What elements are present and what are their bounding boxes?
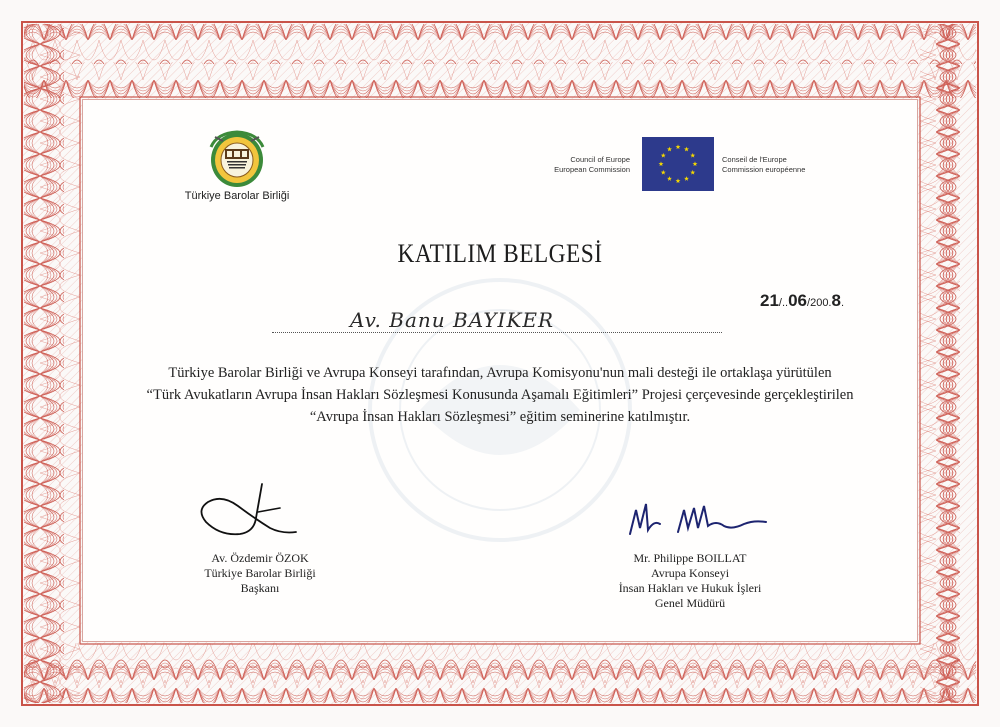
tbb-logo-icon bbox=[197, 129, 277, 191]
body-line: “Türk Avukatların Avrupa İnsan Hakları Sözleşmesi Konusunda Aşamalı Eğitimleri” Projesi çerçevesinde gerçekleştirilen bbox=[146, 387, 854, 403]
right-signature bbox=[620, 490, 770, 540]
body-line: Türkiye Barolar Birliği ve Avrupa Konseyi tarafından, Avrupa Komisyonu'nun mali desteği ile ortaklaşa yürütülen bbox=[168, 365, 832, 381]
date-end: . bbox=[840, 297, 845, 309]
right-signatory bbox=[600, 551, 780, 611]
date-sep: / bbox=[807, 297, 811, 309]
date-year-prefix: 200. bbox=[810, 297, 832, 309]
partner-line: Conseil de l'Europe bbox=[722, 155, 787, 164]
partner-line: European Commission bbox=[554, 165, 630, 174]
organization-name: Türkiye Barolar Birliği bbox=[184, 190, 290, 202]
signatory-name: Av. Özdemir ÖZOK bbox=[211, 551, 309, 565]
date-sep: /.. bbox=[778, 297, 789, 309]
date-month: 06 bbox=[788, 291, 808, 310]
partner-line: Commission européenne bbox=[722, 165, 806, 174]
date-year-suffix: 8 bbox=[831, 291, 841, 310]
partner-names-fr bbox=[722, 155, 852, 175]
body-line: “Avrupa İnsan Hakları Sözleşmesi” eğitim seminerine katılmıştır. bbox=[309, 409, 691, 425]
certificate-date bbox=[760, 291, 880, 311]
signatory-role: Genel Müdürü bbox=[654, 596, 726, 610]
certificate-body bbox=[100, 362, 900, 428]
signatory-name: Mr. Philippe BOILLAT bbox=[633, 551, 747, 565]
partner-names-en bbox=[520, 155, 630, 175]
recipient-name: Av. Banu BAYIKER bbox=[350, 308, 555, 332]
signatory-role: Başkanı bbox=[240, 581, 280, 595]
recipient-dotted-line bbox=[272, 332, 722, 333]
signatory-org: Avrupa Konseyi bbox=[650, 566, 730, 580]
partner-line: Council of Europe bbox=[570, 155, 630, 164]
left-signature bbox=[192, 478, 302, 540]
certificate-title: KATILIM BELGESİ bbox=[397, 239, 603, 268]
signatory-dept: İnsan Hakları ve Hukuk İşleri bbox=[618, 581, 762, 595]
date-day: 21 bbox=[760, 291, 779, 310]
eu-flag-icon bbox=[642, 137, 714, 191]
signatory-org: Türkiye Barolar Birliği bbox=[204, 566, 316, 580]
left-signatory bbox=[160, 551, 360, 596]
